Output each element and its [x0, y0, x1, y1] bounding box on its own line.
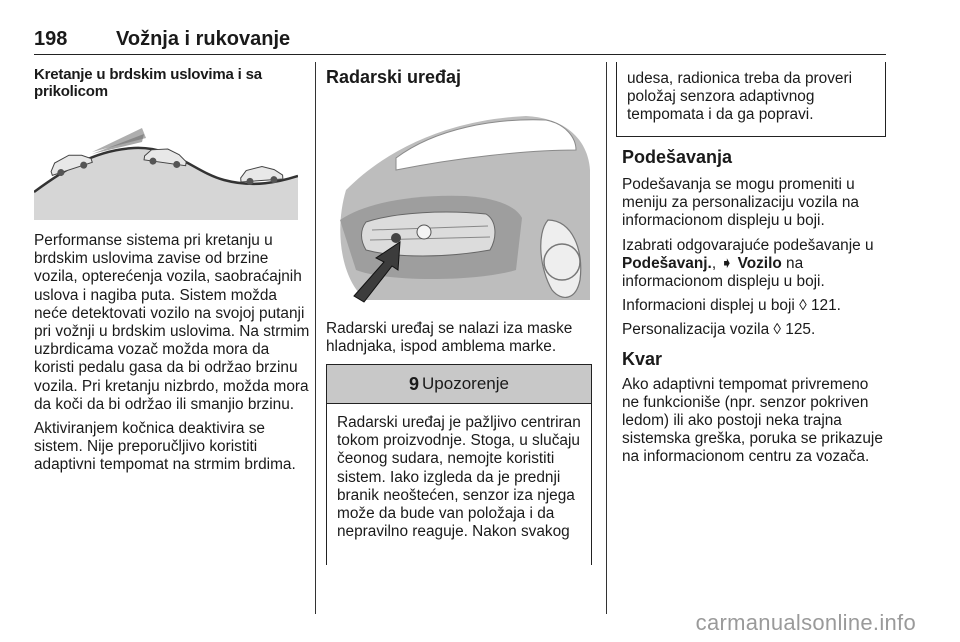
warning-triangle-icon: 9 [409, 373, 420, 394]
paragraph-settings-path [622, 237, 888, 292]
column-3-body [622, 146, 888, 473]
menu-vehicle-label: Vozilo [733, 254, 782, 272]
page-number: 198 [34, 28, 68, 50]
warning-box [326, 364, 592, 565]
paragraph-radar-location: Radarski uređaj se nalazi iza maske hladnjaka, ispod amblema marke. [326, 320, 573, 356]
arrow-right-icon: ➧ [720, 254, 734, 272]
paragraph-settings-menu: Podešavanja se mogu promeniti u meniju za personalizaciju vozila na informacionom displeju u boji. [622, 176, 859, 230]
section-heading-fault: Kvar [622, 348, 663, 369]
warning-continuation-text: udesa, radionica treba da proveri položaj senzora adaptivnog tempomata i da ga popravi. [627, 70, 853, 124]
watermark: carmanualsonline.info [695, 610, 916, 635]
column-divider [606, 62, 607, 614]
column-2 [326, 66, 596, 88]
paragraph-hill-performance: Performanse sistema pri kretanju u brdskim uslovima zavise od brzine vozila, opterećenja vozila, saobraćajnih uslova i nagiba puta. Sistem možda neće detektovati vozilo na svojoj putanji pri vožnji u brdskim uslovima. Na strmim uzbrdicama vozač možda mora da koristi pedalu gasa da bi održao brzinu vozila. Pri kretanju nizbrdo, možda mora da koči da bi održao ili smanjio brzinu. [34, 232, 310, 413]
settings-path-outro: na informacionom displeju u boji. [622, 254, 825, 291]
section-heading-hills: Kretanje u brdskim uslovima i sa prikolicom [34, 66, 262, 100]
warning-title: Upozorenje [422, 374, 509, 393]
paragraph-brake-deactivation: Aktiviranjem kočnica deaktivira se sistem. Nije preporučljivo koristiti adaptivni tempomat na strmim brdima. [34, 420, 296, 474]
warning-continuation-box [616, 62, 886, 137]
hill-cars-illustration [34, 110, 298, 220]
settings-path-intro: Izabrati odgovarajuće podešavanje u [622, 236, 874, 254]
chapter-title: Vožnja i rukovanje [116, 28, 291, 50]
column-1 [34, 66, 304, 100]
warning-text: Radarski uređaj je pažljivo centriran tokom proizvodnje. Stoga, u slučaju čeonog sudara, nemojte koristiti sistem. Iako izgleda da je prednji branik neoštećen, senzor iza njega može da bude van položaja i da nepravilno reaguje. Nakon svakog [337, 414, 581, 541]
settings-path-separator: , [711, 254, 721, 272]
menu-settings-label: Podešavanj. [622, 254, 712, 272]
page-header [34, 28, 886, 55]
column-2-body [326, 320, 598, 362]
paragraph-fault: Ako adaptivni tempomat privremeno ne funkcioniše (npr. senzor pokriven ledom) ili ako postoji neka trajna sistemska greška, poruka se prikazuje na informacionom centru za vozača. [622, 375, 883, 466]
car-radar-illustration [326, 110, 590, 310]
section-heading-radar: Radarski uređaj [326, 67, 462, 87]
column-1-body [34, 232, 310, 481]
reference-vehicle-personalization: Personalizacija vozila ◊ 125. [622, 321, 816, 339]
reference-color-info-display: Informacioni displej u boji ◊ 121. [622, 297, 841, 315]
section-heading-settings: Podešavanja [622, 147, 733, 167]
column-divider [315, 62, 316, 614]
warning-header [327, 365, 591, 404]
